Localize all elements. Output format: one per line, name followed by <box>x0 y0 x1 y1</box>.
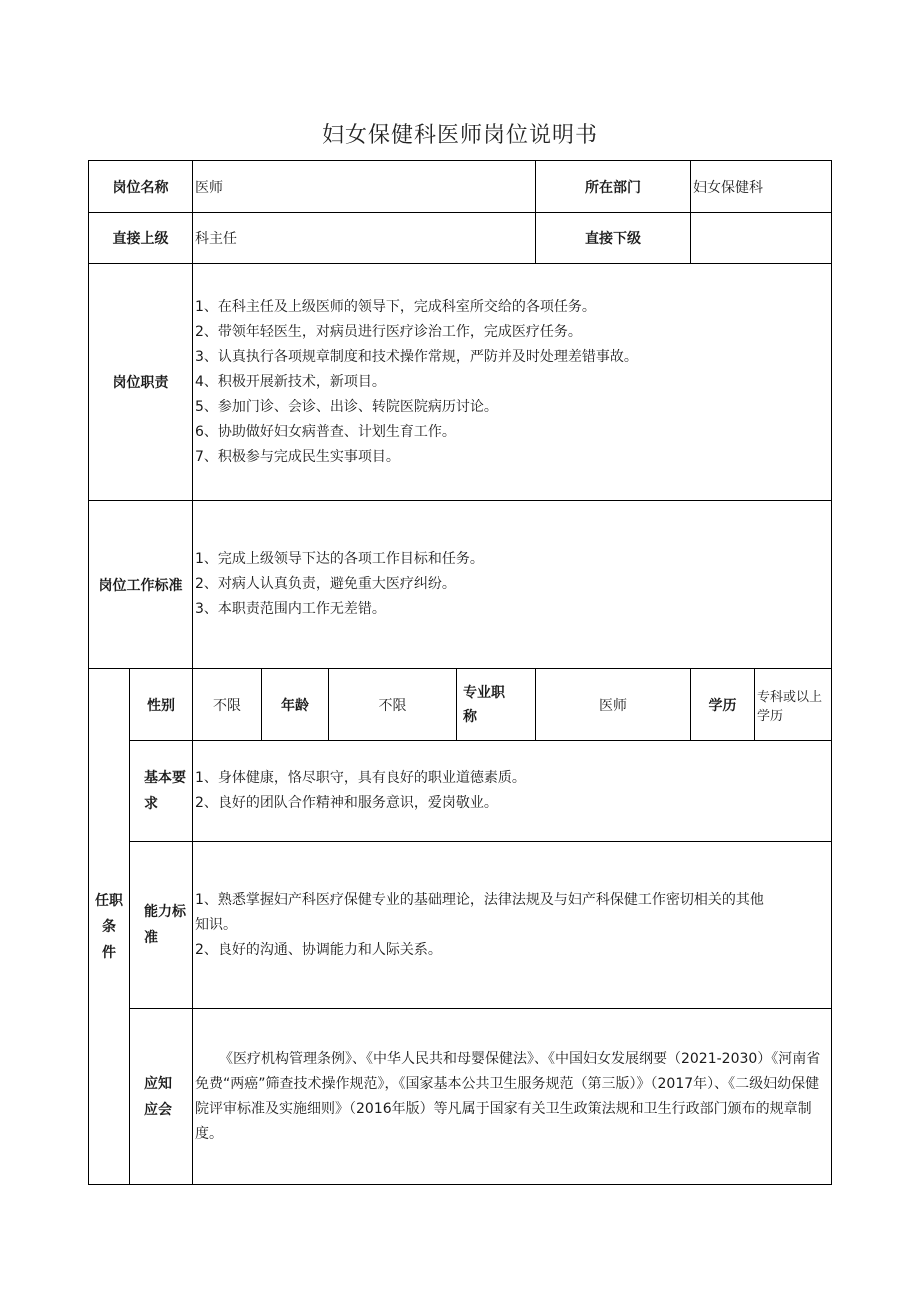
row-duties <box>89 264 832 501</box>
document-title: 妇女保健科医师岗位说明书 <box>321 123 598 148</box>
education-label: 学历 <box>691 669 755 741</box>
professional-title-value: 医师 <box>536 669 691 741</box>
duty-item: 6、协助做好妇女病普查、计划生育工作。 <box>195 423 456 440</box>
row-ability-standards <box>89 842 832 1009</box>
row-basic-requirements <box>89 741 832 842</box>
duties-list <box>193 264 832 501</box>
ability-item: 知识。 <box>195 916 237 933</box>
required-knowledge-text: 《医疗机构管理条例》、《中华人民共和母婴保健法》、《中国妇女发展纲要（2021-2030）《河南省免费“两癌”筛查技术操作规范》，《国家基本公共卫生服务规范（第三版）》（2017年）、《二级妇幼保健院评审标准及实施细则》（2016年版）等凡属于国家有关卫生政策法规和卫生行政部门颁布的规章制度。 <box>193 1009 832 1185</box>
position-name-value: 医师 <box>193 161 536 213</box>
subordinate-label: 直接下级 <box>536 213 691 264</box>
ability-item: 2、良好的沟通、协调能力和人际关系。 <box>195 941 442 958</box>
ability-standards-list <box>193 842 832 1009</box>
row-superior <box>89 213 832 264</box>
gender-label: 性别 <box>130 669 193 741</box>
required-knowledge-label: 应知 应会 <box>130 1009 193 1185</box>
standards-label: 岗位工作标准 <box>89 501 193 669</box>
position-name-label: 岗位名称 <box>89 161 193 213</box>
basic-requirements-label: 基本要 求 <box>130 741 193 842</box>
duty-item: 3、认真执行各项规章制度和技术操作常规，严防并及时处理差错事故。 <box>195 348 638 365</box>
subordinate-value <box>691 213 832 264</box>
superior-value: 科主任 <box>193 213 536 264</box>
standards-list <box>193 501 832 669</box>
department-label: 所在部门 <box>536 161 691 213</box>
duty-item: 4、积极开展新技术，新项目。 <box>195 373 386 390</box>
ability-item: 1、熟悉掌握妇产科医疗保健专业的基础理论，法律法规及与妇产科保健工作密切相关的其他 <box>195 891 764 908</box>
row-required-knowledge <box>89 1009 832 1185</box>
education-value: 专科或以上学历 <box>755 669 832 741</box>
duty-item: 7、积极参与完成民生实事项目。 <box>195 448 400 465</box>
superior-label: 直接上级 <box>89 213 193 264</box>
professional-title-label: 专业职 称 <box>457 669 536 741</box>
standard-item: 3、本职责范围内工作无差错。 <box>195 601 386 617</box>
duty-item: 1、在科主任及上级医师的领导下，完成科室所交给的各项任务。 <box>195 298 596 315</box>
qualifications-label: 任职 条 件 <box>89 669 130 1185</box>
row-standards <box>89 501 832 669</box>
gender-value: 不限 <box>193 669 262 741</box>
duty-item: 5、参加门诊、会诊、出诊、转院医院病历讨论。 <box>195 398 498 415</box>
standard-item: 1、完成上级领导下达的各项工作目标和任务。 <box>195 551 484 567</box>
basic-item: 1、身体健康，恪尽职守，具有良好的职业道德素质。 <box>195 770 526 786</box>
row-position-name <box>89 161 832 213</box>
ability-standards-label: 能力标 准 <box>130 842 193 1009</box>
duty-item: 2、带领年轻医生，对病员进行医疗诊治工作，完成医疗任务。 <box>195 323 582 340</box>
basic-requirements-list <box>193 741 832 842</box>
department-value: 妇女保健科 <box>691 161 832 213</box>
standard-item: 2、对病人认真负责，避免重大医疗纠纷。 <box>195 576 456 592</box>
basic-item: 2、良好的团队合作精神和服务意识，爱岗敬业。 <box>195 795 498 811</box>
row-qualification-basic <box>89 669 832 741</box>
job-description-table <box>88 160 832 1185</box>
age-label: 年龄 <box>262 669 329 741</box>
duties-label: 岗位职责 <box>89 264 193 501</box>
age-value: 不限 <box>329 669 457 741</box>
